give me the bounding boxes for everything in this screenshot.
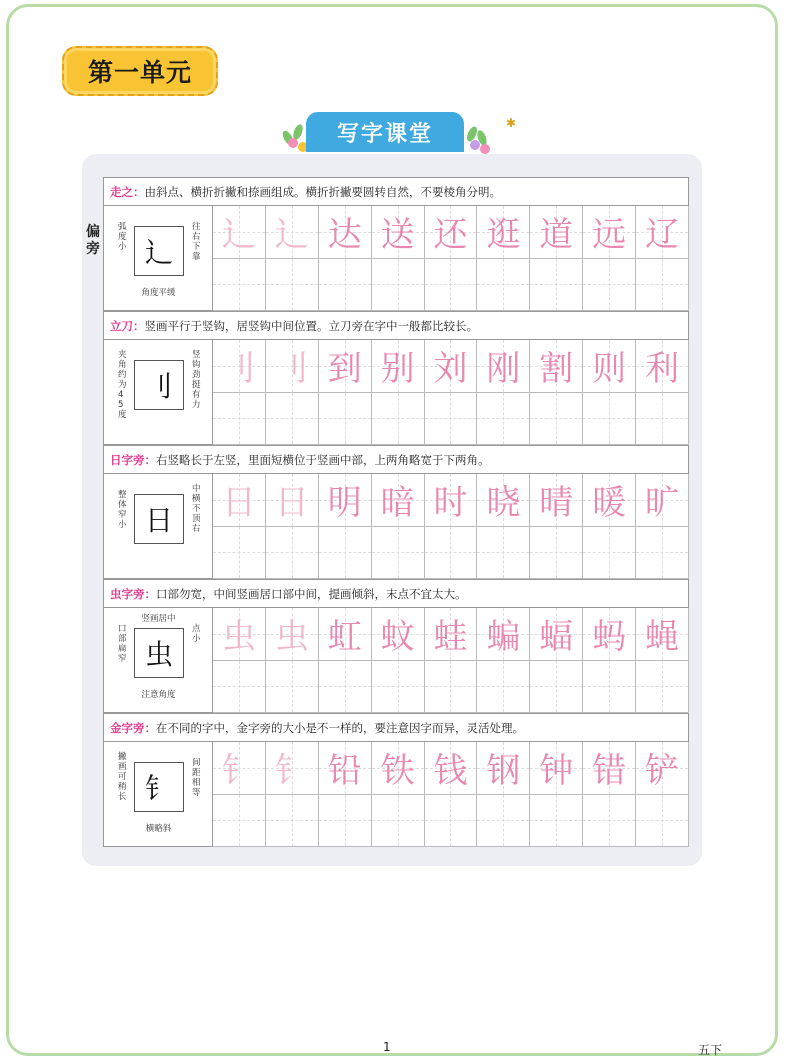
grid-cell[interactable]: [213, 661, 266, 714]
section-header: [104, 178, 688, 206]
grid-cell[interactable]: [213, 393, 266, 446]
grid-cell[interactable]: [319, 661, 372, 714]
practice-character: 虫: [274, 617, 309, 658]
grid-cell[interactable]: [213, 340, 266, 393]
writing-grid: [213, 206, 689, 311]
practice-character: 达: [327, 215, 362, 256]
practice-character: 辽: [645, 215, 680, 256]
flower-decoration: [480, 144, 490, 154]
demo-area: [104, 474, 213, 579]
grid-cell[interactable]: [213, 742, 266, 795]
grid-cell[interactable]: [636, 474, 689, 527]
grid-cell[interactable]: [319, 527, 372, 580]
grid-cell[interactable]: [266, 795, 319, 848]
grid-cell[interactable]: [636, 340, 689, 393]
note-right: 往右下靠: [192, 222, 201, 262]
flower-decoration: [288, 138, 298, 148]
grid-cell[interactable]: [530, 340, 583, 393]
grid-cell[interactable]: [477, 661, 530, 714]
practice-character: 钟: [539, 751, 574, 792]
section-header: [104, 714, 688, 742]
grid-cell[interactable]: [372, 474, 425, 527]
grid-cell[interactable]: [372, 206, 425, 259]
grid-cell[interactable]: [213, 206, 266, 259]
flower-decoration: [470, 140, 480, 150]
practice-character: 日: [274, 483, 309, 524]
demo-area: [104, 206, 213, 311]
note-right: 点小: [192, 624, 201, 644]
radical-description: 竖画平行于竖钩，居竖钩中间位置。立刀旁在字中一般都比较长。: [144, 319, 478, 333]
note-left: 弧度小: [118, 222, 127, 252]
radical-description: 由斜点、横折折撇和捺画组成。横折折撇要圆转自然，不要棱角分明。: [144, 185, 501, 199]
grid-cell[interactable]: [583, 206, 636, 259]
practice-character: 铅: [327, 751, 362, 792]
practice-character: 蝠: [539, 617, 574, 658]
grid-cell[interactable]: [213, 527, 266, 580]
practice-character: 辶: [274, 215, 309, 256]
grid-cell[interactable]: [636, 795, 689, 848]
radical-section: [103, 177, 689, 311]
grid-cell[interactable]: [372, 742, 425, 795]
grade-label: 五下: [698, 1043, 723, 1057]
practice-character: 割: [539, 349, 574, 390]
page-number: 1: [383, 1040, 391, 1054]
grid-cell[interactable]: [477, 259, 530, 312]
grid-cell[interactable]: [530, 795, 583, 848]
demo-character: 刂: [134, 360, 184, 410]
note-bottom: 注意角度: [141, 690, 176, 700]
practice-character: 日: [221, 483, 256, 524]
unit-title: 第一单元: [62, 46, 218, 96]
grid-cell[interactable]: [477, 474, 530, 527]
section-header: [104, 446, 688, 474]
writing-grid: [213, 340, 689, 445]
grid-cell[interactable]: [425, 259, 478, 312]
practice-character: 时: [433, 483, 468, 524]
practice-character: 刚: [486, 349, 521, 390]
practice-character: 钢: [486, 751, 521, 792]
grid-cell[interactable]: [583, 661, 636, 714]
grid-cell[interactable]: [425, 474, 478, 527]
grid-cell[interactable]: [372, 608, 425, 661]
grid-cell[interactable]: [583, 795, 636, 848]
grid-cell[interactable]: [530, 474, 583, 527]
demo-character: 虫: [134, 628, 184, 678]
practice-character: 刂: [221, 349, 256, 390]
demo-area: [104, 608, 213, 713]
grid-cell[interactable]: [425, 608, 478, 661]
grid-cell[interactable]: [530, 259, 583, 312]
practice-character: 虫: [221, 617, 256, 658]
practice-character: 错: [592, 751, 627, 792]
practice-character: 则: [592, 349, 627, 390]
grid-cell[interactable]: [266, 393, 319, 446]
grid-cell[interactable]: [583, 474, 636, 527]
practice-character: 刂: [274, 349, 309, 390]
radical-name: 日字旁：: [110, 453, 156, 467]
demo-character: 辶: [134, 226, 184, 276]
grid-cell[interactable]: [319, 393, 372, 446]
practice-character: 还: [433, 215, 468, 256]
grid-cell[interactable]: [477, 795, 530, 848]
grid-cell[interactable]: [372, 795, 425, 848]
grid-cell[interactable]: [266, 340, 319, 393]
grid-cell[interactable]: [319, 259, 372, 312]
practice-character: 钱: [433, 751, 468, 792]
practice-character: 逛: [486, 215, 521, 256]
practice-character: 刘: [433, 349, 468, 390]
practice-character: 利: [645, 349, 680, 390]
radical-description: 右竖略长于左竖，里面短横位于竖画中部，上两角略宽于下两角。: [156, 453, 490, 467]
grid-cell[interactable]: [266, 608, 319, 661]
radical-name: 走之：: [110, 185, 145, 199]
practice-character: 到: [327, 349, 362, 390]
grid-cell[interactable]: [477, 742, 530, 795]
grid-cell[interactable]: [266, 661, 319, 714]
grid-cell[interactable]: [266, 206, 319, 259]
practice-character: 送: [380, 215, 415, 256]
practice-character: 晓: [486, 483, 521, 524]
note-left: 夹角约为45度: [118, 350, 127, 420]
grid-cell[interactable]: [213, 795, 266, 848]
radical-section: [103, 713, 689, 847]
demo-area: [104, 742, 213, 847]
grid-cell[interactable]: [319, 608, 372, 661]
grid-cell[interactable]: [213, 608, 266, 661]
note-left: 整体窄小: [118, 490, 127, 530]
section-header: [104, 312, 688, 340]
writing-grid: [213, 474, 689, 579]
grid-cell[interactable]: [425, 661, 478, 714]
grid-cell[interactable]: [530, 393, 583, 446]
radical-section: [103, 311, 689, 445]
grid-cell[interactable]: [636, 661, 689, 714]
grid-cell[interactable]: [266, 527, 319, 580]
grid-cell[interactable]: [266, 259, 319, 312]
grid-cell[interactable]: [583, 259, 636, 312]
practice-character: 钅: [221, 751, 256, 792]
grid-cell[interactable]: [530, 742, 583, 795]
demo-character: 日: [134, 494, 184, 544]
grid-cell[interactable]: [530, 661, 583, 714]
note-left: 口部扁窄: [118, 624, 127, 664]
practice-character: 别: [380, 349, 415, 390]
practice-character: 钅: [274, 751, 309, 792]
grid-cell[interactable]: [425, 742, 478, 795]
practice-character: 蝇: [645, 617, 680, 658]
radical-name: 立刀：: [110, 319, 145, 333]
radical-section: [103, 579, 689, 713]
grid-cell[interactable]: [372, 527, 425, 580]
grid-cell[interactable]: [636, 742, 689, 795]
practice-character: 蛙: [433, 617, 468, 658]
practice-character: 暖: [592, 483, 627, 524]
side-label: 偏旁: [86, 224, 100, 257]
demo-character: 钅: [134, 762, 184, 812]
demo-area: [104, 340, 213, 445]
grid-cell[interactable]: [372, 259, 425, 312]
radical-name: 虫字旁：: [110, 587, 156, 601]
grid-cell[interactable]: [319, 795, 372, 848]
note-bottom: 角度平缓: [141, 288, 176, 298]
radical-description: 在不同的字中，金字旁的大小是不一样的，要注意因字而异，灵活处理。: [156, 721, 524, 735]
grid-cell[interactable]: [266, 474, 319, 527]
grid-cell[interactable]: [372, 661, 425, 714]
grid-cell[interactable]: [583, 340, 636, 393]
grid-cell[interactable]: [636, 527, 689, 580]
note-top: 竖画居中: [141, 614, 176, 624]
grid-cell[interactable]: [425, 393, 478, 446]
note-right: 间距相等: [192, 758, 201, 798]
radical-name: 金字旁：: [110, 721, 156, 735]
note-bottom: 横略斜: [145, 824, 172, 834]
practice-character: 蚂: [592, 617, 627, 658]
grid-cell[interactable]: [477, 340, 530, 393]
grid-cell[interactable]: [425, 527, 478, 580]
grid-cell[interactable]: [477, 206, 530, 259]
grid-cell[interactable]: [583, 527, 636, 580]
grid-cell[interactable]: [636, 608, 689, 661]
grid-cell[interactable]: [636, 259, 689, 312]
grid-cell[interactable]: [425, 340, 478, 393]
grid-cell[interactable]: [319, 340, 372, 393]
grid-cell[interactable]: [583, 608, 636, 661]
practice-character: 蝙: [486, 617, 521, 658]
grid-cell[interactable]: [477, 608, 530, 661]
grid-cell[interactable]: [213, 259, 266, 312]
section-title: 写字课堂: [306, 112, 464, 152]
practice-character: 旷: [645, 483, 680, 524]
grid-cell[interactable]: [477, 527, 530, 580]
grid-cell[interactable]: [372, 340, 425, 393]
note-right: 中横不顶右: [192, 484, 201, 534]
practice-character: 虹: [327, 617, 362, 658]
section-header: [104, 580, 688, 608]
grid-cell[interactable]: [266, 742, 319, 795]
section-title-banner: [280, 110, 490, 158]
grid-cell[interactable]: [319, 742, 372, 795]
grid-cell[interactable]: [530, 608, 583, 661]
grid-cell[interactable]: [425, 795, 478, 848]
practice-character: 晴: [539, 483, 574, 524]
grid-cell[interactable]: [372, 393, 425, 446]
writing-grid: [213, 742, 689, 847]
writing-grid: [213, 608, 689, 713]
grid-cell[interactable]: [319, 206, 372, 259]
grid-cell[interactable]: [530, 527, 583, 580]
radical-description: 口部勿宽，中间竖画居口部中间，提画倾斜，末点不宜太大。: [156, 587, 467, 601]
practice-character: 辶: [221, 215, 256, 256]
grid-cell[interactable]: [583, 742, 636, 795]
grid-cell[interactable]: [319, 474, 372, 527]
practice-character: 铁: [380, 751, 415, 792]
practice-character: 蚊: [380, 617, 415, 658]
grid-cell[interactable]: [636, 206, 689, 259]
grid-cell[interactable]: [583, 393, 636, 446]
note-right: 竖钩劲挺有力: [192, 350, 201, 410]
note-left: 撇画可稍长: [118, 752, 127, 802]
practice-character: 明: [327, 483, 362, 524]
grid-cell[interactable]: [213, 474, 266, 527]
practice-character: 暗: [380, 483, 415, 524]
practice-character: 远: [592, 215, 627, 256]
grid-cell[interactable]: [636, 393, 689, 446]
practice-character: 道: [539, 215, 574, 256]
bee-icon: ✱: [506, 116, 517, 130]
radical-section: [103, 445, 689, 579]
practice-character: 铲: [645, 751, 680, 792]
grid-cell[interactable]: [530, 206, 583, 259]
grid-cell[interactable]: [477, 393, 530, 446]
grid-cell[interactable]: [425, 206, 478, 259]
